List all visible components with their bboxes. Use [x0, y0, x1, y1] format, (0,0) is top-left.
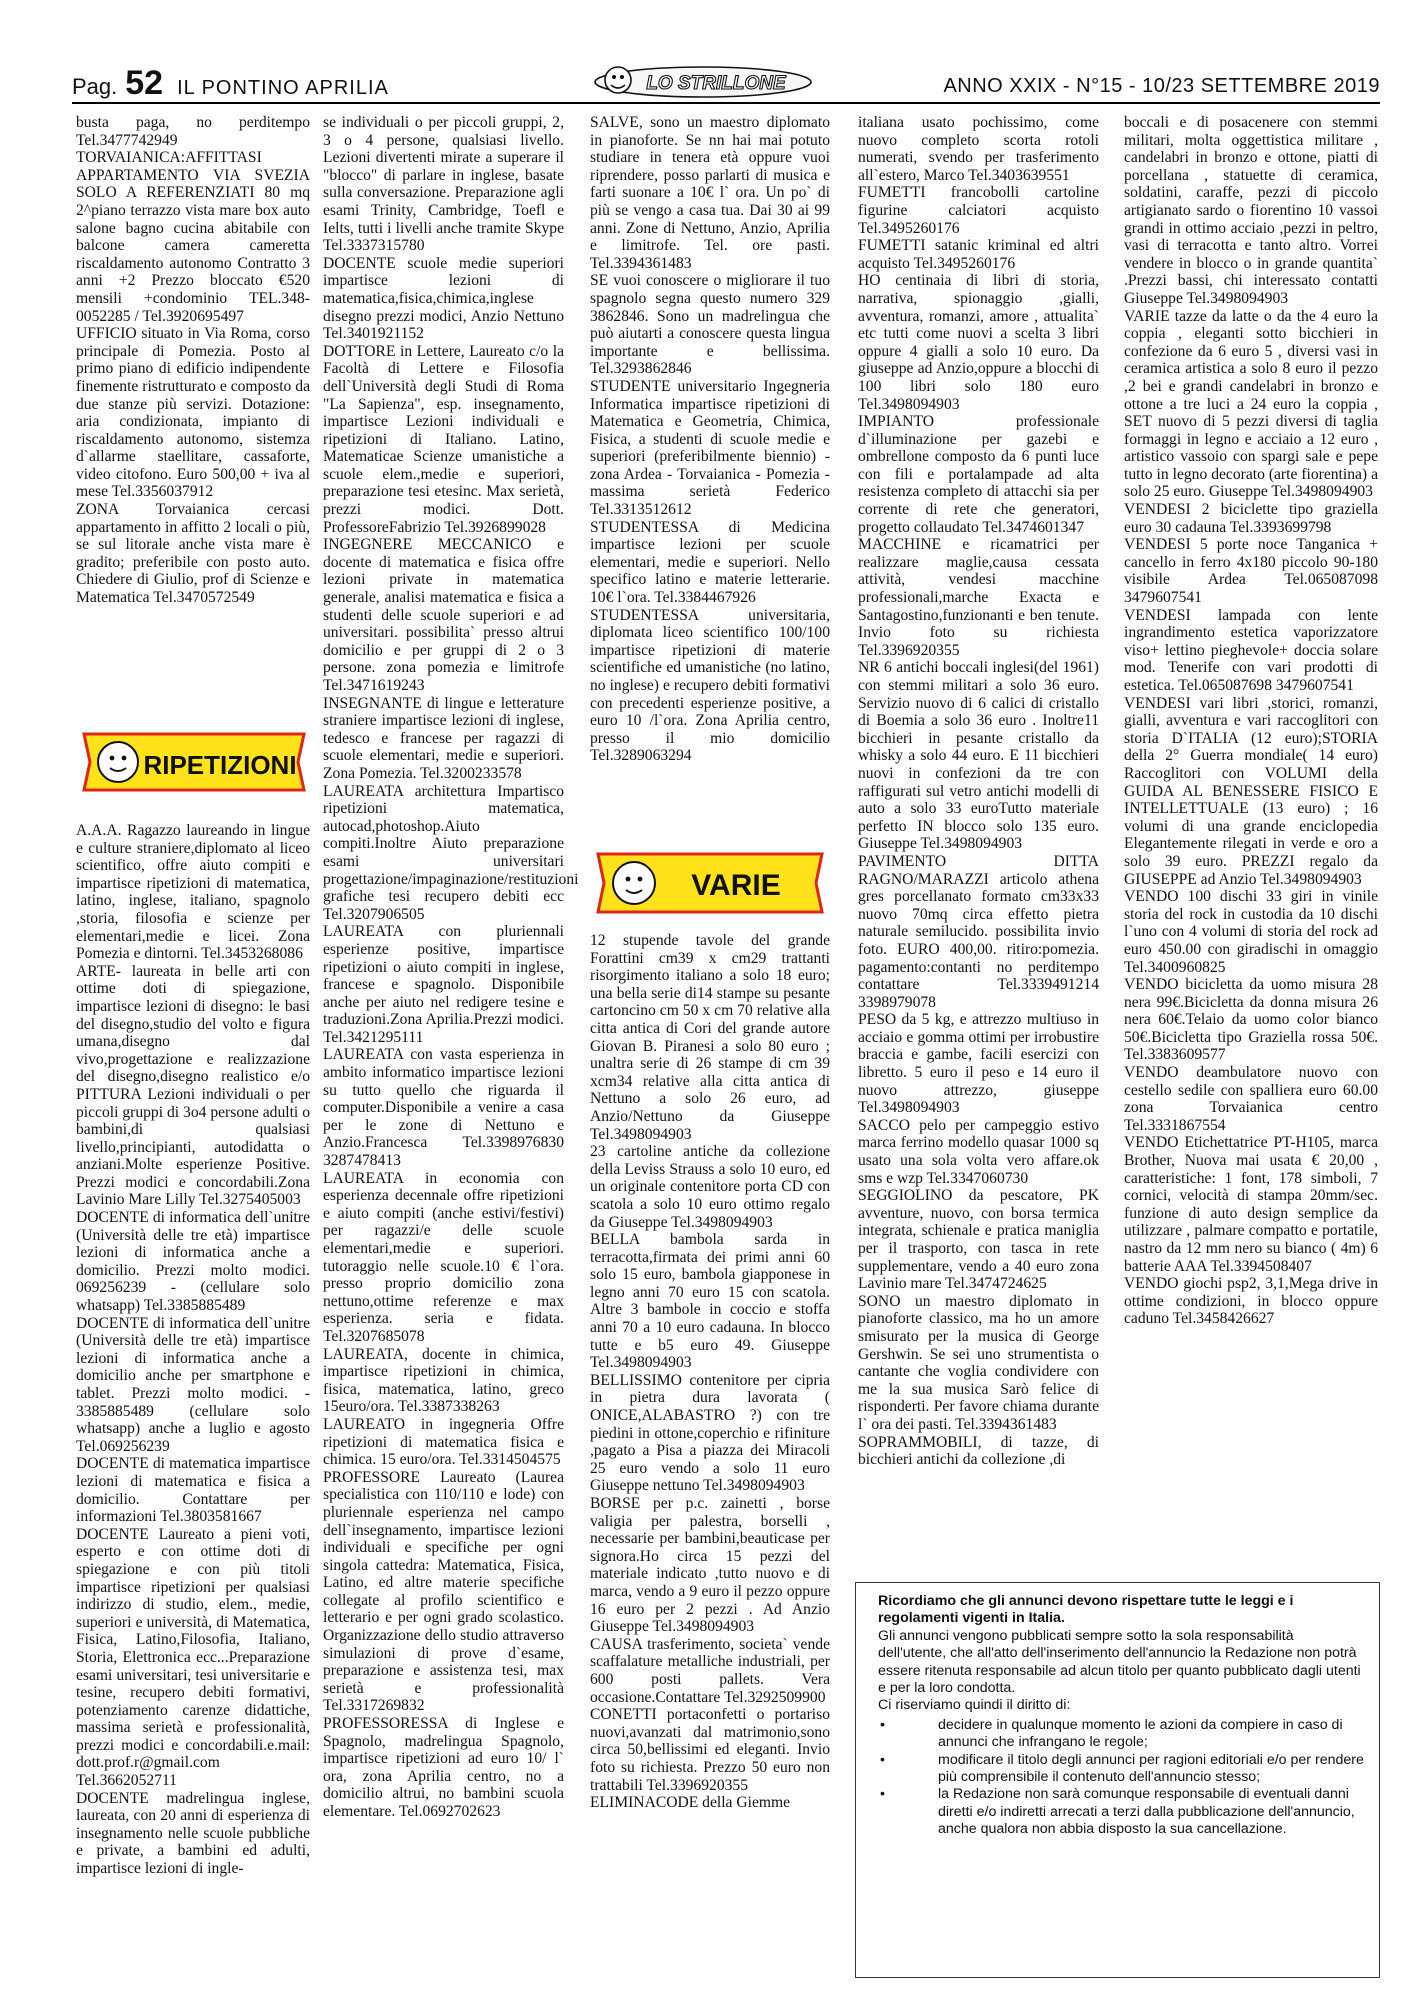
classified-ad: FUMETTI francobolli cartoline figurine calciatori acquisto Tel.3495260176	[858, 184, 1099, 237]
classified-ad: boccali e di posacenere con stemmi militari, molta oggettistica militare , candelabri in bronzo e ottone, piatti di porcellana , statuette di ceramica, soldatini, caraffe, pezzi di piccolo artigianato sardo o fiorentino 10 vassoi grandi in ottimo acciaio ,pezzi in peltro, vasi di terracotta e tanto altro. Vorrei vendere in blocco o in grande quantita` .Prezzi bassi, chi interessato contatti Giuseppe Tel.3498094903	[1124, 114, 1378, 307]
ads-group-varie-2	[858, 114, 1099, 1469]
classified-ad: INSEGNANTE di lingue e letterature straniere impartisce lezioni di inglese, tedesco e francese per ragazzi di scuole elementari, medie e superiori. Zona Pomezia. Tel.3200233578	[323, 694, 564, 782]
classified-ad: DOCENTE di informatica dell`unitre (Università delle tre età) impartisce lezioni di informatica anche a domicilio. Prezzi molto modici. 069256239 - (cellulare solo whatsapp) Tel.3385885489	[76, 1209, 310, 1315]
classified-ad: DOCENTE di matematica impartisce lezioni di matematica e fisica a domicilio. Contattare per informazioni Tel.3803581667	[76, 1455, 310, 1526]
classified-ad: A.A.A. Ragazzo laureando in lingue e culture straniere,diplomato al liceo scientifico, offre aiuto compiti e impartisce ripetizioni di matematica, latino, inglese, italiano, spagnolo ,storia, filosofia e scienze per elementari,medie e licei. Zona Pomezia e dintorni. Tel.3453268086	[76, 822, 310, 963]
classified-ad: VENDESI lampada con lente ingrandimento estetica vaporizzatore viso+ lettino pieghevole+ doccia solare mod. Tenerife con vari prodotti di estetica. Tel.065087698 3479607541	[1124, 606, 1378, 694]
publication-name: IL PONTINO APRILIA	[177, 77, 389, 99]
section-banner-ripetizioni	[80, 728, 308, 796]
ads-group-rentals	[76, 114, 310, 607]
header-left	[72, 64, 389, 102]
classified-ad: se individuali o per piccoli gruppi, 2, 3 o 4 persone, qualsiasi livello. Lezioni divertenti mirate a superare il "blocco" di parlare in inglese, basate sulla conversazione. Preparazione agli esami Trinity, Cambridge, Toefl e Ielts, tutti i livelli anche tramite Skype Tel.3337315780	[323, 114, 564, 255]
column-1	[76, 114, 310, 607]
issue-info: ANNO XXIX - N°15 - 10/23 SETTEMBRE 2019	[943, 75, 1380, 97]
varie-label: VARIE	[691, 869, 781, 902]
lo-strillone-logo	[592, 60, 814, 100]
classified-ad: VENDESI 2 biciclette tipo graziella euro 30 cadauna Tel.3393699798	[1124, 501, 1378, 536]
classified-ad: ZONA Torvaianica cercasi appartamento in affitto 2 locali o più, se sul litorale anche vista mare è gradito; preferibile con posto auto. Chiedere di Giulio, prof di Scienze e Matematica Tel.3470572549	[76, 501, 310, 607]
classified-ad: SEGGIOLINO da pescatore, PK avventure, nuovo, con borsa termica integrata, schienale e pratica maniglia per il trasporto, con tasca in rete supplementare, vendo a 40 euro zona Lavinio mare Tel.3474724625	[858, 1187, 1099, 1293]
page-number: 52	[125, 64, 164, 102]
classified-ad: CAUSA trasferimento, societa` vende scaffalature metalliche industriali, per 600 posti pallets. Vera occasione.Contattare Tel.3292509900	[590, 1635, 830, 1706]
notice-right-item: • decidere in qualunque momento le azioni da compiere in caso di annunci che infrangano le regole;	[878, 1717, 1365, 1752]
classified-ad: SONO un maestro diplomato in pianoforte classico, ma ho un amore smisurato per la musica di George Gershwin. Se sei uno strumentista o cantante che voglia condividere con me la sua musica Sarò felice di risponderti. Per favore chiama durante l` ora dei pasti. Tel.3394361483	[858, 1292, 1099, 1433]
classified-ad: FUMETTI satanic kriminal ed altri acquisto Tel.3495260176	[858, 237, 1099, 272]
classified-ad: 23 cartoline antiche da collezione della Leviss Strauss a solo 10 euro, ed un originale contenitore porta CD con scatola a solo 10 euro ottimo regalo da Giuseppe Tel.3498094903	[590, 1143, 830, 1231]
classified-ad: MACCHINE e ricamatrici per realizzare maglie,causa cessata attività, vendesi macchine professionali,marche Exacta e Santagostino,funzionanti e ben tenute. Invio foto su richiesta Tel.3396920355	[858, 536, 1099, 659]
page-label: Pag.	[72, 74, 118, 99]
classified-ad: SOPRAMMOBILI, di tazze, di bicchieri antichi da collezione ,di	[858, 1433, 1099, 1469]
classified-ad: VENDO bicicletta da uomo misura 28 nera 99€.Bicicletta da donna misura 26 nera 60€.Telaio da uomo color bianco 50€.Bicicletta tipo Graziella rossa 50€. Tel.3383609577	[1124, 976, 1378, 1064]
classified-ad: LAUREATA con pluriennali esperienze positive, impartisce ripetizioni o aiuto compiti in inglese, francese e spagnolo. Disponibile anche per aiuto nel redigere tesine e traduzioni.Zona Aprilia.Prezzi modici. Tel.3421295111	[323, 923, 564, 1046]
classified-ad: LAUREATA con vasta esperienza in ambito informatico impartisce lezioni su tutto quello che riguarda il computer.Disponibile a venire a casa per le zone di Nettuno e Anzio.Francesca Tel.3398976830 3287478413	[323, 1046, 564, 1170]
classified-ad: BORSE per p.c. zainetti , borse valigia per palestra, borselli , necessarie per bambini,beauticase per signora.Ho circa 15 pezzi del materiale indicato ,tutto nuovo e di marca, vendo a 9 euro il pezzo oppure 16 euro per 2 pezzi . Ad Anzio Giuseppe Tel.3498094903	[590, 1495, 830, 1636]
classified-ad: IMPIANTO professionale d`illuminazione per gazebi e ombrellone composto da 6 punti luce con fili e portalampade ad alta resistenza completo di attacchi sia per corrente di rete che generatori, progetto collaudato Tel.3474601347	[858, 413, 1099, 536]
classified-ad: BELLISSIMO contenitore per cipria in pietra dura lavorata ( ONICE,ALABASTRO ?) con tre piedini in ottone,coperchio e rifiniture ,pagato a Pisa a piazza dei Miracoli 25 euro vendo a solo 11 euro Giuseppe nettuno Tel.3498094903	[590, 1371, 830, 1495]
classified-ad: HO centinaia di libri di storia, narrativa, spionaggio ,gialli, avventura, romanzi, amore , attualita` etc tutti come nuovi a scelta 3 libri oppure 4 gialli a solo 10 euro. Da giuseppe ad Anzio,oppure a blocchi di 100 libri solo 180 euro Tel.3498094903	[858, 272, 1099, 413]
legal-notice-box	[855, 1582, 1380, 1978]
classified-ad: ELIMINACODE della Giemme	[590, 1794, 791, 1812]
classified-ad: busta paga, no perditempo Tel.3477742949	[76, 114, 310, 149]
varie-banner-graphic	[594, 848, 826, 918]
column-1-lower	[76, 822, 310, 1878]
ads-group-varie-3	[1124, 114, 1378, 1328]
ads-group-ripetizioni-1	[76, 822, 310, 1878]
notice-right-item: • la Redazione non sarà comunque responsabile di eventuali danni diretti e/o indiretti arrecati a terzi dalla pubblicazione dell'annuncio, anche qualora non abbia disposto la sua cancellazione.	[878, 1786, 1365, 1838]
classified-ad: VENDO deambulatore nuovo con cestello sedile con spalliera euro 60.00 zona Torvaianica centro Tel.3331867554	[1124, 1064, 1378, 1134]
classified-ad: STUDENTESSA di Medicina impartisce lezioni per scuole elementari, medie e superiori. Nello specifico latino e materie letterarie. 10€ l`ora. Tel.3384467926	[590, 518, 830, 607]
classified-ad: PROFESSORE Laureato (Laurea specialistica con 110/110 e lode) con pluriennale esperienza nel campo dell`insegnamento, impartisce lezioni individuali e specifiche per ogni singola cattedra: Matematica, Fisica, Latino, ed altre materie specifiche collegate al profilo scientifico e letterario e per ogni grado scolastico. Organizzazione dello studio attraverso simulazioni di prove d`esame, preparazione e assistenza tesi, max serietà e professionalità Tel.3317269832	[323, 1468, 564, 1715]
classified-ad: SACCO pelo per campeggio estivo marca ferrino modello quasar 1000 sq usato una sola volta vero affare.ok sms e wzp Tel.3347060730	[858, 1116, 1099, 1187]
classified-ad: PROFESSORESSA di Inglese e Spagnolo, madrelingua Spagnolo, impartisce ripetizioni ad euro 10/ l` ora, zona Aprilia centro, no a domicilio altrui, no bambini scuola elementare. Tel.0692702623	[323, 1715, 564, 1820]
ripetizioni-label: RIPETIZIONI	[143, 750, 297, 780]
logo-text: LO STRILLONE	[646, 73, 786, 94]
notice-rights-intro: Ci riserviamo quindi il diritto di:	[878, 1697, 1071, 1714]
classified-ad: VENDO Etichettatrice PT-H105, marca Brother, Nuova mai usata € 20,00 , caratteristiche: 1 font, 178 simboli, 7 cornici, velocità di stampa 20mm/sec. funzione di auto design semplice da utilizzare , palmare compatto e portatile, nastro da 12 mm nero su bianco ( 4m) 6 batterie AAA Tel.3394508407	[1124, 1134, 1378, 1275]
column-3	[590, 114, 830, 765]
classified-ad: italiana usato pochissimo, come nuovo completo scorta rotoli numerati, svendo per trasferimento all`estero, Marco Tel.3403639551	[858, 114, 1099, 184]
ripetizioni-banner-graphic	[80, 728, 308, 796]
classified-ad: BELLA bambola sarda in terracotta,firmata dei primi anni 60 solo 15 euro, bambola giapponese in legno anni 70 euro 15 con scatola. Altre 3 bambole in coccio e stoffa anni 70 a 10 euro cadauna. In blocco tutte e b5 euro 49. Giuseppe Tel.3498094903	[590, 1231, 830, 1372]
classified-ad: DOCENTE scuole medie superiori impartisce lezioni di matematica,fisica,chimica,inglese disegno prezzi modici, Anzio Nettuno Tel.3401921152	[323, 254, 564, 343]
classified-ad: STUDENTE universitario Ingegneria Informatica impartisce ripetizioni di Matematica e Geometria, Chimica, Fisica, a studenti di scuole medie e superiori (preferibilmente biennio) - zona Ardea - Torvaianica - Pomezia - massima serietà Federico Tel.3313512612	[590, 377, 830, 519]
classified-ad: UFFICIO situato in Via Roma, corso principale di Pomezia. Posto al primo piano di edificio indipendente finemente ristrutturato e composto da due stanze più servizi. Dotazione: aria condizionata, impianto di riscaldamento autonomo, sistemza d`allarme staellitare, cassaforte, video citofono. Euro 500,00 + iva al mese Tel.3356037912	[76, 325, 310, 501]
classified-ad: LAUREATA, docente in chimica, impartisce ripetizioni in chimica, fisica, matematica, latino, greco 15euro/ora. Tel.3387338263	[323, 1345, 564, 1416]
section-banner-varie	[594, 848, 826, 918]
classified-ad: LAUREATO in ingegneria Offre ripetizioni di matematica fisica e chimica. 15 euro/ora. Tel.3314504575	[323, 1415, 564, 1469]
classified-ad: DOCENTE di informatica dell`unitre (Università delle tre età) impartisce lezioni di informatica anche a domicilio anche per smartphone e tablet. Prezzi molto modici. - 3385885489 (cellulare solo whatsapp) anche a luglio e agosto Tel.069256239	[76, 1314, 310, 1455]
column-3-lower	[590, 932, 830, 1812]
notice-rights-list	[878, 1717, 1365, 1839]
classified-ad: ARTE- laureata in belle arti con ottime doti di spiegazione, impartisce lezioni di disegno: le basi del disegno,studio del volto e figura umana,disegno dal vivo,progettazione e realizzazione del disegno,disegno realistico e/o PITTURA Lezioni individuali o per piccoli gruppi di 3o4 persone adulti o bambini,di qualsiasi livello,principianti, autodidatta o anziani.Molte esperienze Positive. Prezzi modici e concordabili.Zona Lavinio Mare Lilly Tel.3275405003	[76, 962, 310, 1209]
classified-ad: VARIE tazze da latte o da the 4 euro la coppia , eleganti sotto bicchieri in confezione da 6 euro 5 , diversi vasi in ceramica artistica a solo 8 euro il pezzo ,2 bei e grandi candelabri in bronzo e ottone a tre luci a 24 euro la coppia , SET nuovo di 5 pezzi diversi di taglia formaggi in legno e acciaio a 12 euro , artistico vassoio con spargi sale e pepe tutto in legno decorato (arte fiorentina) a solo 25 euro. Giuseppe Tel.3498094903	[1124, 307, 1378, 501]
classified-ad: CONETTI portaconfetti o portariso nuovi,avanzati dal matrimonio,sono circa 50,bellissimi ed eleganti. Invio foto su richiesta. Prezzo 50 euro non trattabili Tel.3396920355	[590, 1706, 830, 1794]
classified-ad: DOTTORE in Lettere, Laureato c/o la Facoltà di Lettere e Filosofia dell`Università degli Studi di Roma "La Sapienza", esp. insegnamento, impartisce Lezioni individuali e ripetizioni di Italiano. Latino, Matematicae Scienze umanistiche a scuole elem.,medie e superiori, preparazione tesi etesinc. Max serietà, prezzi modici. Dott. ProfessoreFabrizio Tel.3926899028	[323, 342, 564, 536]
classified-ad: TORVAIANICA:AFFITTASI APPARTAMENTO VIA SVEZIA SOLO A REFERENZIATI 80 mq 2^piano terrazzo vista mare box auto salone bagno cucina abitabile con balcone camera cameretta riscaldamento autonomo Contratto 3 anni +2 Prezzo bloccato €520 mensili +condominio TEL.348-0052285 / Tel.3920695497	[76, 149, 310, 325]
classified-ad: SE vuoi conoscere o migliorare il tuo spagnolo segna questo numero 329 3862846. Sono un madrelingua che può aiutarti a conoscere questa lingua importante e bellissima. Tel.3293862846	[590, 272, 830, 378]
notice-title: Ricordiamo che gli annunci devono rispettare tutte le leggi e i regolamenti vigenti in Italia.	[878, 1593, 1294, 1627]
classified-ad: PESO da 5 kg, e attrezzo multiuso in acciaio e gomma ottimi per irrobustire braccia e gambe, facili esercizi con libretto. 5 euro il peso e 14 euro il nuovo attrezzo, giuseppe Tel.3498094903	[858, 1011, 1099, 1117]
classified-ad: NR 6 antichi boccali inglesi(del 1961) con stemmi militari a solo 36 euro. Servizio nuovo di 6 calici di cristallo di Boemia a solo 36 euro . Inoltre11 bicchieri in pesante cristallo da whisky a solo 44 euro. E 11 bicchieri nuovi in confezioni da tre con raffigurati sul vetro antichi modelli di auto a solo 33 euroTutto materiale perfetto IN blocco solo 135 euro. Giuseppe Tel.3498094903	[858, 659, 1099, 853]
notice-body: Gli annunci vengono pubblicati sempre sotto la sola responsabilità dell'utente, che all'atto dell'inserimento dell'annuncio la Redazione non potrà essere ritenuta responsabile ad alcun titolo per quanto pubblicato dagli utenti e per la loro condotta.	[878, 1627, 1361, 1697]
classified-ad: LAUREATA in economia con esperienza decennale offre ripetizioni e aiuto compiti (anche estivi/festivi) per ragazzi/e delle scuole elementari,medie e superiori. tutoraggio nelle scuole.10 € l`ora. presso proprio domicilio zona nettuno,ottime referenze e max esperienza. seria e fidata. Tel.3207685078	[323, 1169, 564, 1345]
classified-ad: LAUREATA architettura Impartisco ripetizioni matematica, autocad,photoshop.Aiuto compiti.Inoltre Aiuto preparazione esami universitari progettazione/impaginazione/restituzioni grafiche tesi recupero debiti ecc Tel.3207906505	[323, 782, 579, 923]
classified-ad: VENDO 100 dischi 33 giri in vinile storia del rock in custodia da 10 dischi l`uno con 4 volumi di storia del rock ad euro 450.00 con giradischi in omaggio Tel.3400960825	[1124, 888, 1378, 976]
notice-right-item: • modificare il titolo degli annunci per ragioni editoriali e/o per rendere più comprensibile il contenuto dell'annuncio stesso;	[878, 1752, 1365, 1787]
classified-ad: VENDESI 5 porte noce Tanganica + cancello in ferro 4x180 piccolo 90-180 visibile Ardea Tel.065087098 3479607541	[1124, 536, 1378, 607]
classified-ad: STUDENTESSA universitaria, diplomata liceo scientifico 100/100 impartisce ripetizioni di materie scientifiche ed umanistiche (no latino, no inglese) e recupero debiti formativi con precedenti esperienze positive, a euro 10 /l`ora. Zona Aprilia centro, presso il mio domicilio Tel.3289063294	[590, 606, 830, 765]
ads-group-ripetizioni-3	[590, 114, 830, 765]
classified-ad: SALVE, sono un maestro diplomato in pianoforte. Se nn hai mai potuto studiare in tenera età oppure vuoi riprendere, posso parlarti di musica e farti suonare a 10€ l` ora. Un po` di più se vengo a casa tua. Dai 30 ai 99 anni. Zone di Nettuno, Anzio, Aprilia e limitrofe. Tel. ore pasti. Tel.3394361483	[590, 114, 830, 272]
classified-ad: DOCENTE madrelingua inglese, laureata, con 20 anni di esperienza di insegnamento nelle scuole pubbliche e private, a bambini ed adulti, impartisce lezioni di ingle-	[76, 1789, 310, 1878]
column-5	[1124, 114, 1378, 1328]
classified-ad: INGEGNERE MECCANICO e docente di matematica e fisica offre lezioni private in matematica generale, analisi matematica e fisica a studenti delle scuole superiori e ad universitari. possibilita` presso altrui domicilio e per gruppi di 2 o 3 persone. zona pomezia e limitrofe Tel.3471619243	[323, 536, 564, 694]
classified-ad: PAVIMENTO DITTA RAGNO/MARAZZI articolo athena gres porcellanato formato cm33x33 nuovo 70mq circa effetto pietra naturale semilucido. possibilita invio foto. EURO 400,00. ritiro:pomezia. pagamento:contanti no perditempo contattare Tel.3339491214 3398979078	[858, 852, 1099, 1011]
column-2	[323, 114, 579, 1821]
classified-ad: VENDO giochi psp2, 3,1,Mega drive in ottime condizioni, in blocco oppure caduno Tel.3458426627	[1124, 1275, 1378, 1328]
classified-ad: VENDESI vari libri ,storici, romanzi, gialli, avventura e vari raccoglitori con storia D`ITALIA (12 euro);STORIA della 2° Guerra mondiale( 14 euro) Raccoglitori con VOLUMI della GUIDA AL BENESSERE FISICO E INTELLETTUALE (13 euro) ; 16 volumi di una grande enciclopedia Elegantemente rilegati in verde e oro a solo 39 euro. PREZZI regalo da GIUSEPPE ad Anzio Tel.3498094903	[1124, 694, 1378, 888]
classified-ad: 12 stupende tavole del grande Forattini cm39 x cm29 trattanti risorgimento italiano a solo 18 euro; una bella serie di14 stampe su pesante cartoncino cm 50 x cm 70 relative alla citta antica di Cori del grande autore Giovan B. Piranesi a solo 80 euro ; unaltra serie di 26 stampe di cm 39 xcm34 relative alla citta antica di Nettuno a solo 26 euro, ad Anzio/Nettuno da Giuseppe Tel.3498094903	[590, 932, 830, 1143]
column-4	[858, 114, 1099, 1469]
classified-ad: DOCENTE Laureato a pieni voti, esperto e con ottime doti di spiegazione e con più titoli impartisce ripetizioni per qualsiasi indirizzo di studio, elem., medie, superiori e università, di Matematica, Fisica, Latino,Filosofia, Italiano, Storia, Elettronica ecc...Preparazione esami universitari, tesi universitarie e tesine, recupero debiti formativi, potenziamento carenze didattiche, massima serietà e professionalità, prezzi modici e concordabili.e.mail: dott.prof.r@gmail.com Tel.3662052711	[76, 1525, 310, 1790]
ads-group-ripetizioni-2	[323, 114, 579, 1821]
ads-group-varie-1	[590, 932, 830, 1812]
